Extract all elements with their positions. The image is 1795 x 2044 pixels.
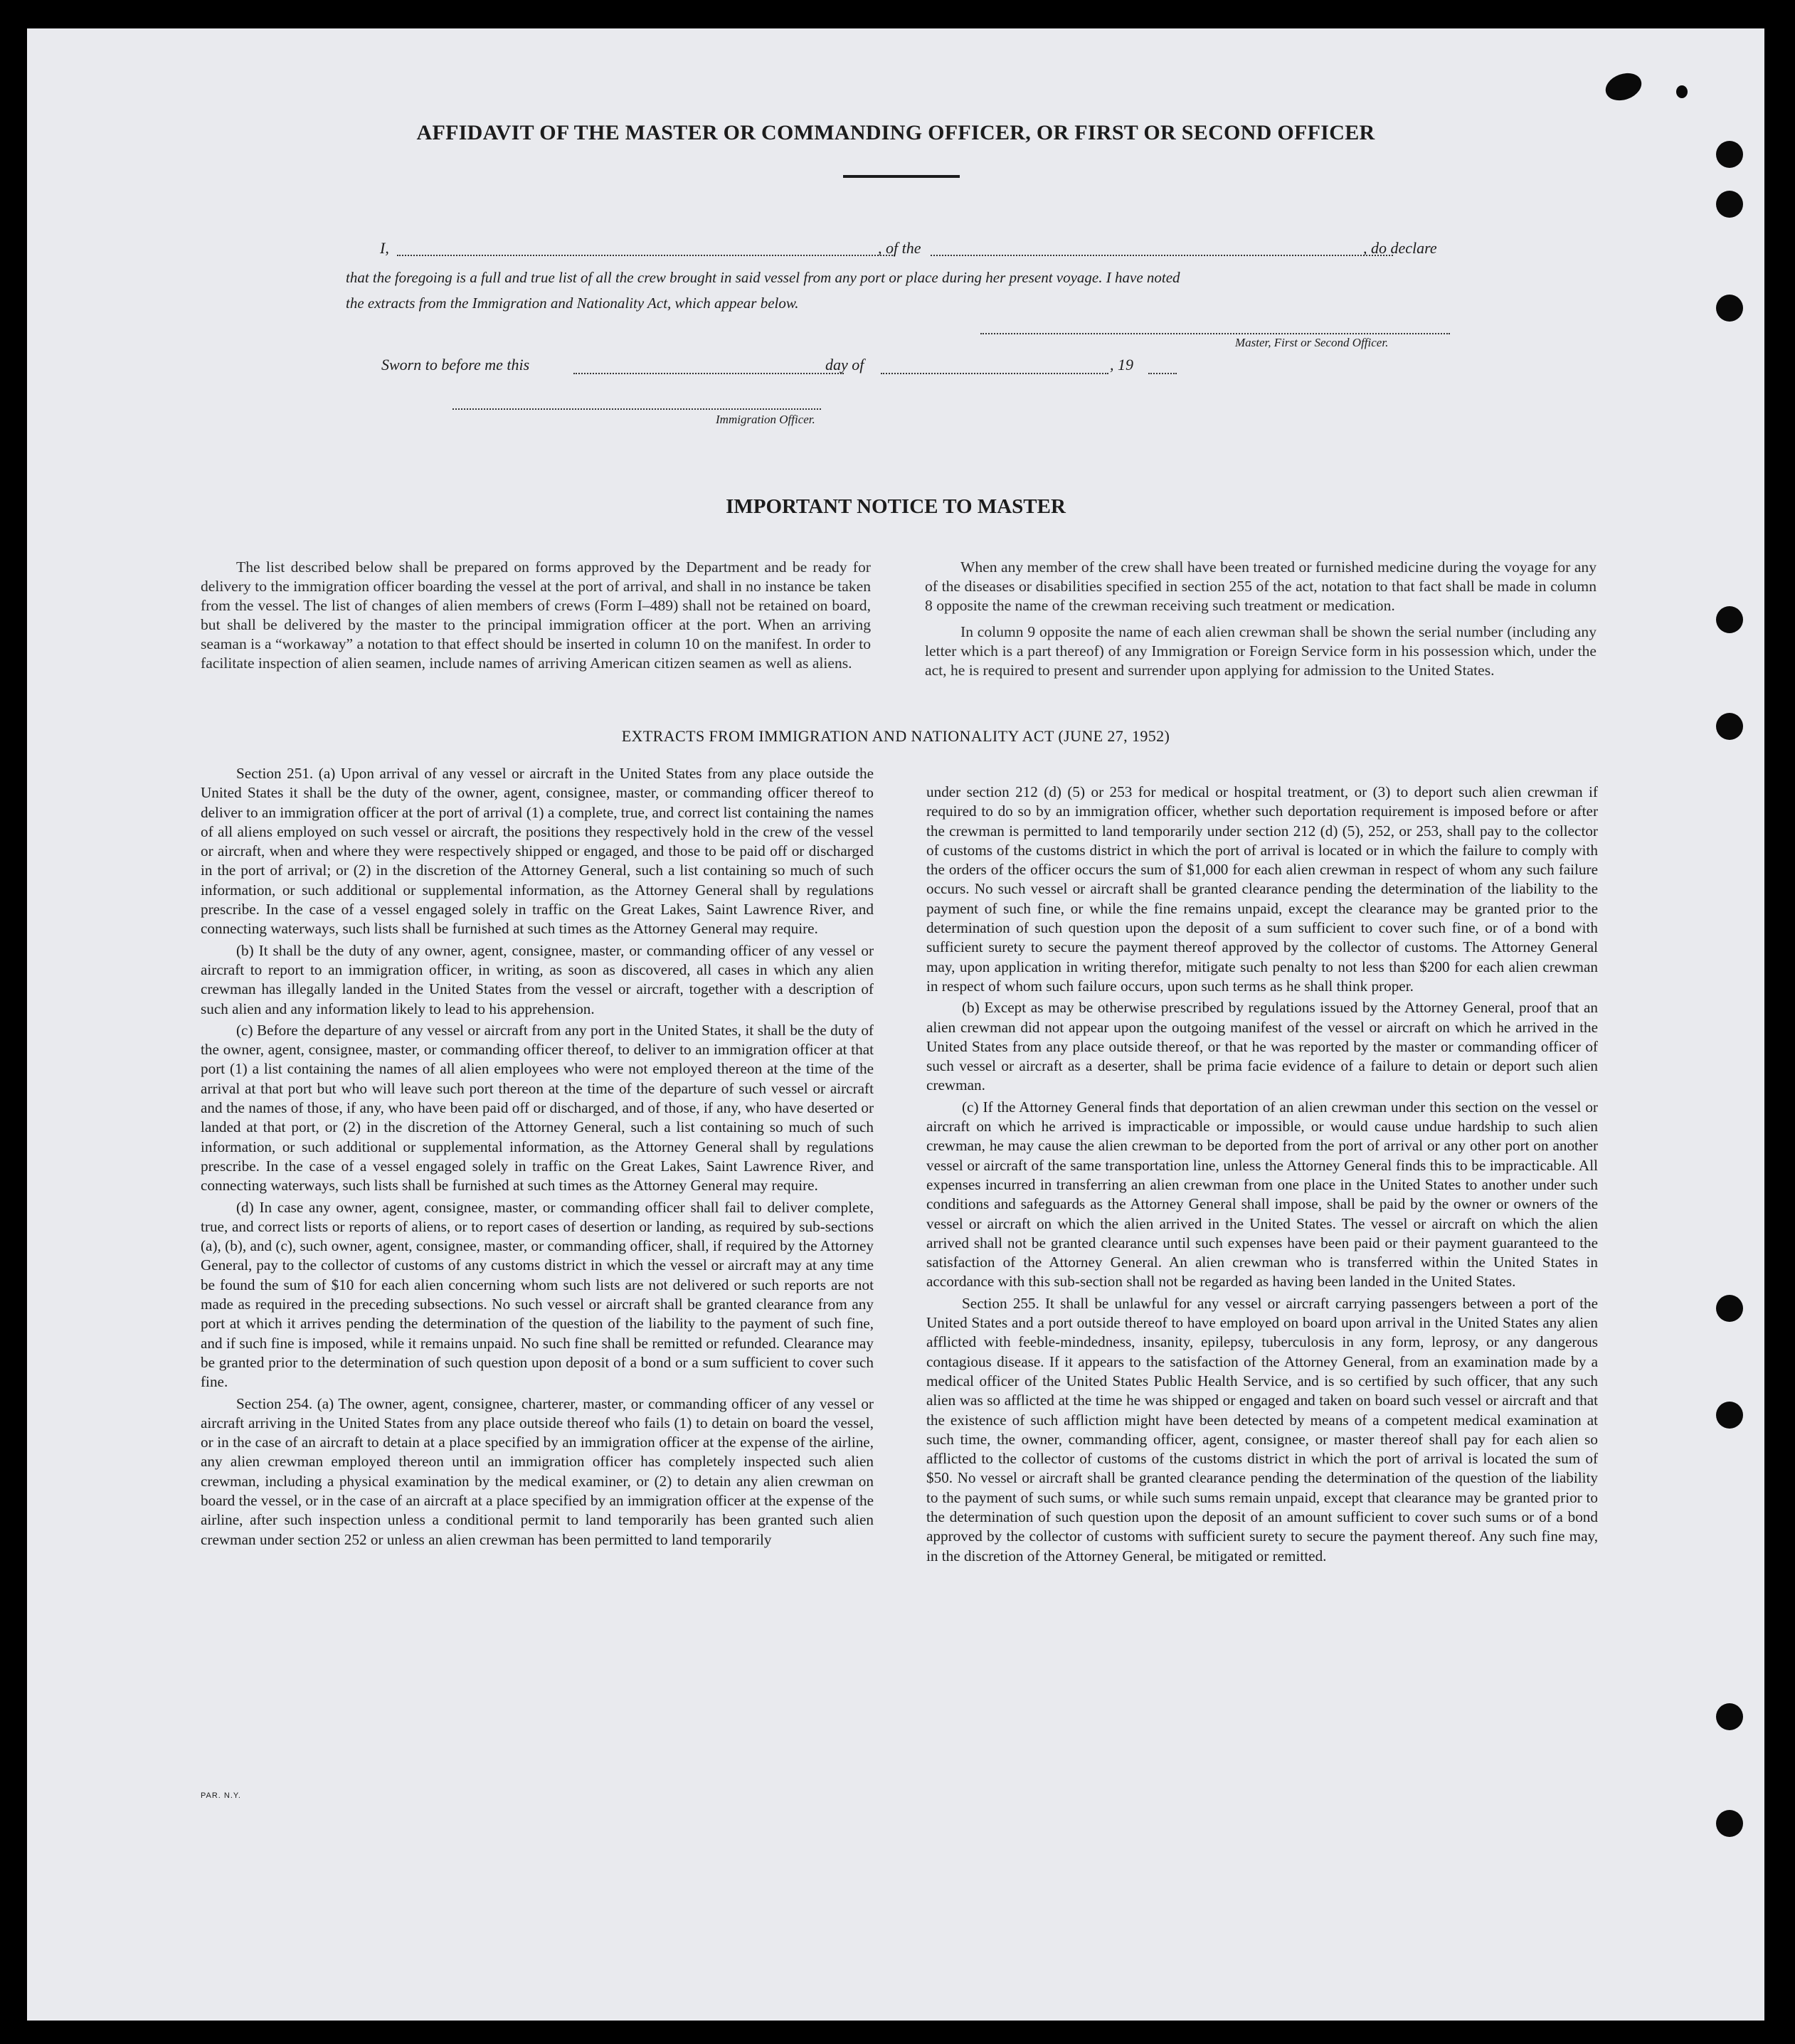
i-label: I, — [380, 239, 389, 257]
notice-left-column — [201, 558, 871, 673]
section-paragraph: Section 254. (a) The owner, agent, consignee, charterer, master, or commanding officer of any vessel or aircraft arriving in the United States from any place outside thereof who fails (1) to detain on board the vessel, or in the case of an aircraft to detain at a place specified by an immigration officer at the expense of the airline, any alien crewman employed thereon until an immigration officer has completely inspected such alien crewman, including a physical examination by the medical examiner, or (2) to detain any alien crewman on board the vessel, or in the case of an aircraft at a place specified by an immigration officer at the expense of the airline, after such inspection unless a conditional permit to land temporarily has been granted such alien crewman under section 252 or unless an alien crewman has been permitted to land temporarily — [201, 1394, 874, 1548]
binder-hole — [1716, 606, 1743, 633]
affidavit-title: AFFIDAVIT OF THE MASTER OR COMMANDING OFFICER, OR FIRST OR SECOND OFFICER — [416, 121, 1375, 144]
binder-hole — [1716, 191, 1743, 218]
section-paragraph: Section 251. (a) Upon arrival of any vessel or aircraft in the United States from any place outside the United States it shall be the duty of the owner, agent, consignee, master, or commanding officer thereof to deliver to an immigration officer at the port of arrival (1) a complete, true, and correct list containing the names of all aliens employed on such vessel or aircraft, the positions they respectively hold in the crew of the vessel or aircraft, when and where they were respectively shipped or engaged, and those to be paid off or discharged in the port of arrival; or (2) in the discretion of the Attorney General, such a list containing so much of such information, or such additional or supplemental information, as the Attorney General shall by regulations prescribe. In the case of a vessel engaged solely in traffic on the Great Lakes, Saint Lawrence River, and connecting waterways, such lists shall be furnished at such times as the Attorney General may require. — [201, 765, 874, 938]
binder-hole — [1716, 1703, 1743, 1730]
binder-hole — [1716, 295, 1743, 322]
sworn-day-field[interactable] — [573, 373, 844, 374]
officer-signature-line[interactable] — [452, 408, 821, 410]
extracts-left-column — [201, 764, 874, 1552]
notice-paragraph: When any member of the crew shall have been treated or furnished medicine during the voyage for any of the diseases or disabilities specified in section 255 of the act, notation to that fact shall be made in column 8 opposite the name of the crewman receiving such treatment or medication. — [925, 558, 1597, 614]
notice-right-column — [925, 558, 1597, 680]
vessel-field[interactable] — [931, 255, 1393, 256]
notice-paragraph: The list described below shall be prepared on forms approved by the Department and be ready for delivery to the immigration officer boarding the vessel at the port of arrival, and shall in no instance be taken from the vessel. The list of changes of alien members of crews (Form I–489) shall not be retained on board, but shall be delivered by the master to the principal immigration officer at the port. When an arriving seaman is a “workaway” a notation to that effect should be inserted in column 10 on the manifest. In order to facilitate inspection of alien seamen, include names of arriving American citizen seamen as well as aliens. — [201, 558, 871, 672]
form-page — [27, 28, 1764, 2021]
year-label: , 19 — [1110, 356, 1133, 374]
sworn-label: Sworn to before me this — [381, 356, 530, 374]
extracts-title: EXTRACTS FROM IMMIGRATION AND NATIONALITY ACT (JUNE 27, 1952) — [621, 727, 1170, 745]
declaration-line-1: that the foregoing is a full and true list of all the crew brought in said vessel from any port or place during her present voyage. I have noted — [346, 269, 1180, 286]
ink-blot — [1601, 68, 1645, 105]
notice-paragraph: In column 9 opposite the name of each alien crewman shall be shown the serial number (including any letter which is a part thereof) of any Immigration or Foreign Service form in his possession which, under the act, he is required to present and surrender upon applying for admission to the United States. — [925, 623, 1597, 679]
sworn-month-field[interactable] — [881, 373, 1108, 374]
notice-title: IMPORTANT NOTICE TO MASTER — [726, 495, 1066, 518]
binder-hole — [1716, 713, 1743, 740]
master-signature-label: Master, First or Second Officer. — [1235, 336, 1389, 349]
section-paragraph: under section 212 (d) (5) or 253 for medical or hospital treatment, or (3) to deport such alien crewman if required to do so by an immigration officer, whether such deportation requirement is imposed before or after the crewman is permitted to land temporarily under section 212 (d) (5), 252, or 253, shall pay to the collector of customs of the customs district in which the port of arrival is located or in which the failure to comply with the orders of the officer occurs the sum of $1,000 for each alien crewman in respect of whom any such failure occurs. No such vessel or aircraft shall be granted clearance pending the determination of the liability to the payment of such fine, or while the fine remains unpaid, except the clearance may be granted prior to the determination of such question upon the deposit of a sum sufficient to cover such fine, or of a bond with sufficient surety to secure the payment thereof approved by the collector of customs. The Attorney General may, upon application in writing therefor, mitigate such penalty to not less than $200 for each alien crewman in respect of whom such failure occurs, upon such terms as he shall think proper. — [926, 783, 1598, 995]
officer-signature-label: Immigration Officer. — [716, 413, 815, 426]
title-underline — [843, 175, 960, 178]
binder-hole — [1716, 1402, 1743, 1429]
printer-code: PAR. N.Y. — [201, 1791, 241, 1800]
section-paragraph: (b) Except as may be otherwise prescribed by regulations issued by the Attorney General, proof that an alien crewman did not appear upon the outgoing manifest of the vessel or aircraft on which he arrived in the United States from any place outside thereof, or that he was reported by the master or commanding officer of such vessel or aircraft as a deserter, shall be prima facie evidence of a failure to detain or deport such alien crewman. — [926, 999, 1598, 1094]
name-field[interactable] — [397, 255, 895, 256]
section-paragraph: (b) It shall be the duty of any owner, agent, consignee, master, or commanding officer of any vessel or aircraft to report to an immigration officer, in writing, as soon as discovered, all cases in which any alien crewman has illegally landed in the United States from the vessel or aircraft, together with a description of such alien and any information likely to lead to his apprehension. — [201, 941, 874, 1017]
binder-hole — [1716, 141, 1743, 168]
of-the-label: , of the — [878, 239, 921, 257]
section-paragraph: (c) If the Attorney General finds that deportation of an alien crewman under this section on the vessel or aircraft on which he arrived is impracticable or impossible, or would cause undue hardship to such alien crewman, he may cause the alien crewman to be deported from the port of arrival or any other port on another vessel or aircraft of the same transportation line, unless the Attorney General finds this to be impracticable. All expenses incurred in transferring an alien crewman from one place in the United States to another under such conditions and safeguards as the Attorney General shall impose, shall be paid by the owner or owners of the vessel or aircraft on which the alien arrived in the United States. The vessel or aircraft on which the alien arrived shall not be granted clearance until such expenses have been paid or their payment guaranteed to the satisfaction of the Attorney General. An alien crewman who is transferred within the United States in accordance with this sub-section shall not be regarded as having been landed in the United States. — [926, 1098, 1598, 1291]
master-signature-line[interactable] — [980, 333, 1450, 334]
day-of-label: day of — [825, 356, 864, 374]
binder-hole — [1716, 1810, 1743, 1837]
declaration-line-2: the extracts from the Immigration and Nationality Act, which appear below. — [346, 295, 799, 312]
section-paragraph: (c) Before the departure of any vessel or aircraft from any port in the United States, it shall be the duty of the owner, agent, consignee, master, or commanding officer thereof, to deliver to an immigration officer at that port (1) a list containing the names of all alien employees who were not employed thereon at the time of the arrival at that port but who will leave such port thereon at the time of the departure of such vessel or aircraft and the names of those, if any, who have been paid off or discharged, and of those, if any, who have deserted or landed at that port, or (2) in the discretion of the Attorney General, such a list containing so much of such information, or such additional or supplemental information, as the Attorney General shall by regulations prescribe. In the case of a vessel engaged solely in traffic on the Great Lakes, Saint Lawrence River, and connecting waterways, such lists shall be furnished at such times as the Attorney General may require. — [201, 1021, 874, 1195]
ink-blot — [1676, 85, 1688, 98]
section-paragraph: Section 255. It shall be unlawful for any vessel or aircraft carrying passengers between a port of the United States and a port outside thereof to have employed on board upon arrival in the United States any alien afflicted with feeble-mindedness, insanity, epilepsy, tuberculosis in any form, leprosy, or any dangerous contagious disease. If it appears to the satisfaction of the Attorney General, from an examination made by a medical officer of the United States Public Health Service, and is so certified by such officer, that any such alien was so afflicted at the time he was shipped or engaged and taken on board such vessel or aircraft and that the existence of such affliction might have been detected by means of a competent medical examination at such time, the owner, commanding officer, agent, consignee, or master thereof shall pay for each alien so afflicted to the collector of customs of the customs district in which the port of arrival is located the sum of $50. No vessel or aircraft shall be granted clearance pending the determination of the question of the liability to the payment of such sums, or while such sums remain unpaid, except that clearance may be granted prior to the determination of such question upon the deposit of an amount sufficient to cover such sums or of a bond approved by the collector of customs with sufficient surety to secure the payment thereof. Any such fine may, in the discretion of the Attorney General, be mitigated or remitted. — [926, 1294, 1598, 1564]
extracts-right-column — [926, 783, 1598, 1568]
binder-hole — [1716, 1295, 1743, 1322]
section-paragraph: (d) In case any owner, agent, consignee, master, or commanding officer shall fail to deliver complete, true, and correct lists or reports of aliens, or to report cases of desertion or landing, as required by sub-sections (a), (b), and (c), such owner, agent, consignee, master, or commanding officer, shall, if required by the Attorney General, pay to the collector of customs of any customs district in which the vessel or aircraft may at any time be found the sum of $10 for each alien concerning whom such lists are not delivered or such reports are not made as required in the preceding subsections. No such vessel or aircraft shall be granted clearance from any port at which it arrives pending the determination of the question of the liability to the payment of such fine, and if such fine is imposed, while it remains unpaid. No such fine shall be remitted or refunded. Clearance may be granted prior to the determination of such question upon deposit of a bond or a sum sufficient to cover such fine. — [201, 1198, 874, 1391]
sworn-year-field[interactable] — [1148, 373, 1177, 374]
do-declare-label: , do declare — [1363, 239, 1437, 257]
